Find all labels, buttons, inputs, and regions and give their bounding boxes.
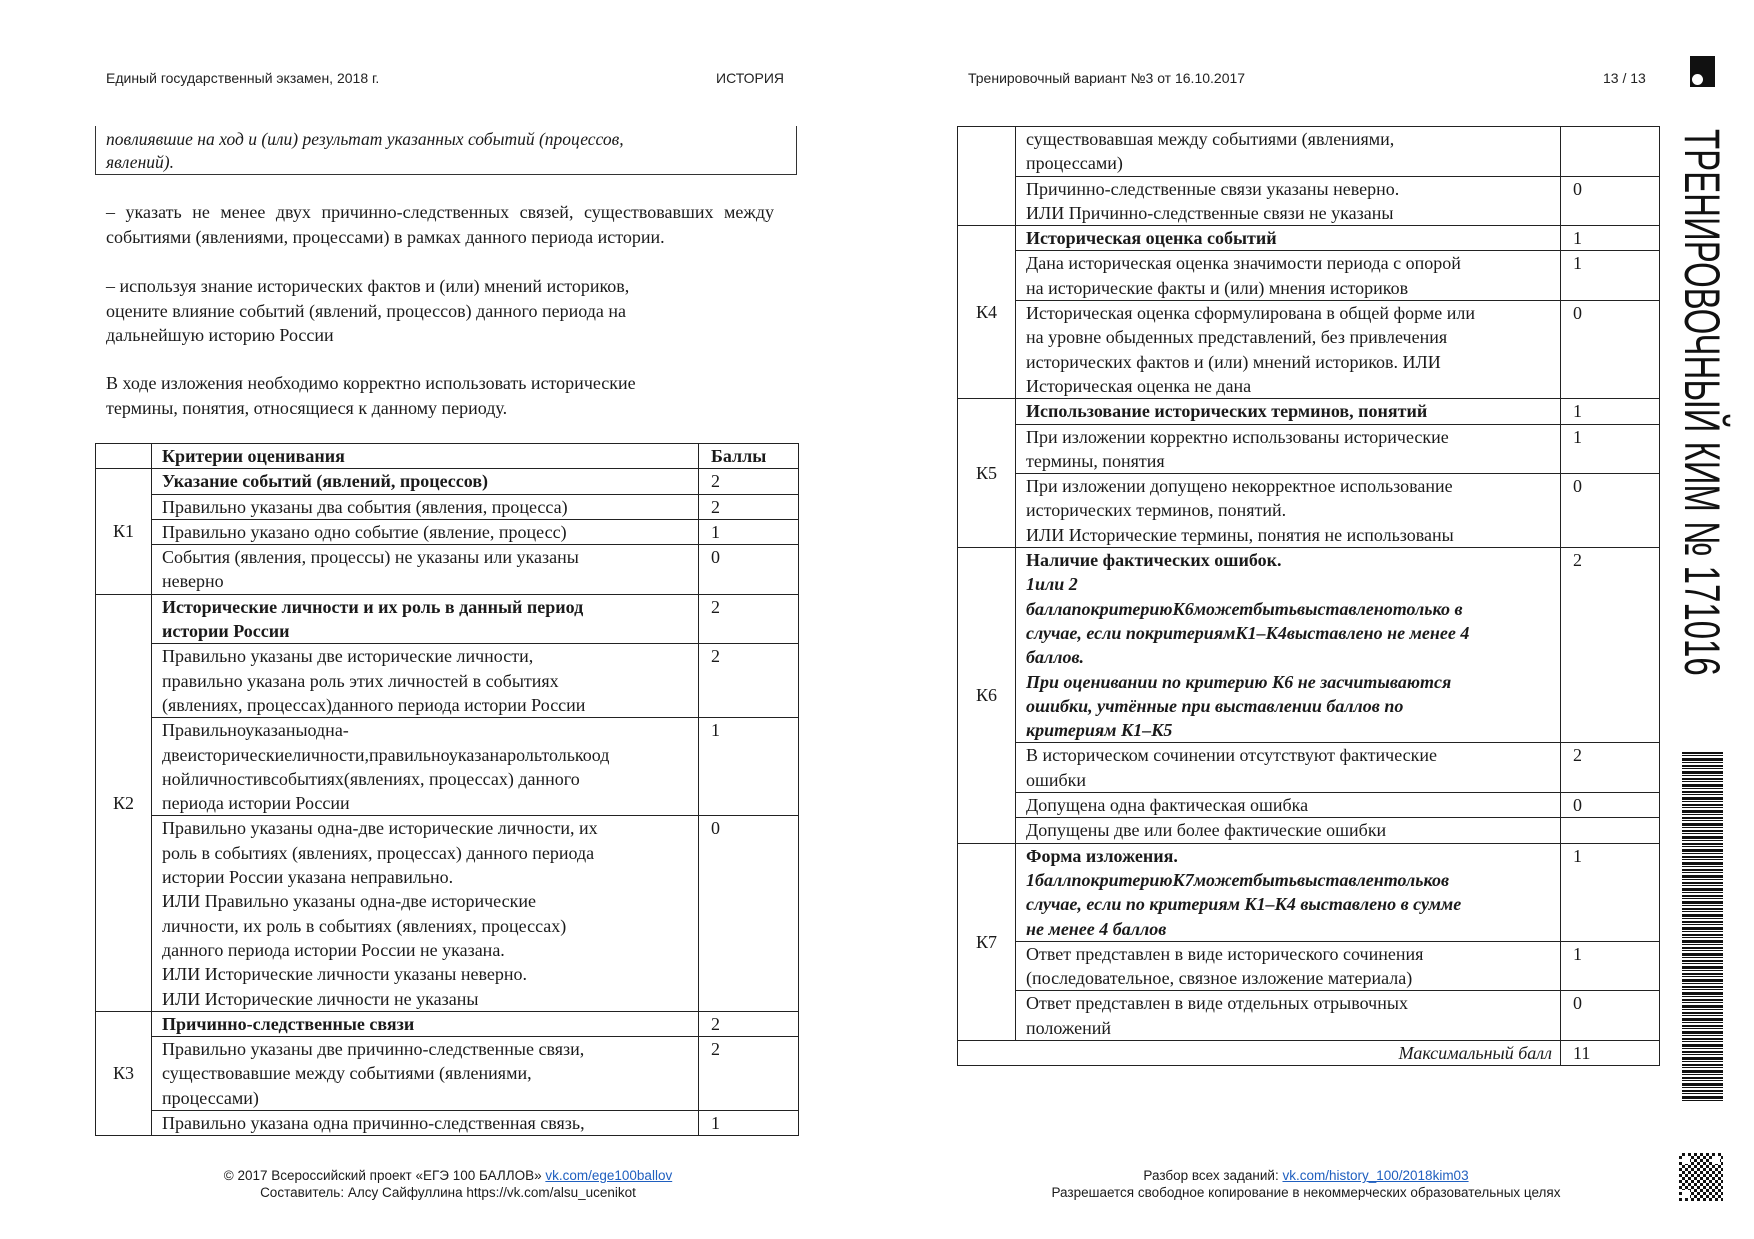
criterion-text: Правильноуказаныодна- двеисторическиеличности,правильноуказанарольтолькоод нойличностивсобытиях(явлениях, процессах) данного периода истории России [162, 720, 610, 814]
criterion-note: 1баллпокритериюК7можетбытьвыставлентольков случае, если по критериям К1–К4 выставлено в сумме не менее 4 баллов [1026, 869, 1462, 939]
criterion-description [1016, 176, 1561, 226]
criterion-description [1016, 843, 1561, 941]
page-number: 13 / 13 [1603, 70, 1646, 86]
max-score-label: Максимальный балл [958, 1040, 1561, 1065]
criterion-title: Причинно-следственные связи [162, 1013, 415, 1034]
criterion-description [152, 644, 699, 718]
barcode-icon [1682, 752, 1723, 1102]
criterion-points: 1 [1561, 251, 1660, 301]
criterion-description [152, 469, 699, 494]
criterion-points: 2 [699, 1011, 799, 1036]
criterion-title: Использование исторических терминов, понятий [1026, 401, 1428, 422]
criterion-points: 0 [1561, 991, 1660, 1041]
criterion-code: К6 [958, 548, 1016, 844]
criterion-description [152, 1011, 699, 1036]
criterion-text: Причинно-следственные связи указаны неверно. ИЛИ Причинно-следственные связи не указаны [1026, 178, 1400, 223]
table-row [96, 1037, 799, 1111]
criterion-description [152, 545, 699, 595]
criterion-description [1016, 251, 1561, 301]
footer-left [148, 1167, 748, 1201]
criterion-points: 2 [699, 644, 799, 718]
footer-right [1006, 1167, 1606, 1201]
criterion-title: Форма изложения. [1026, 845, 1178, 866]
criterion-text: При изложении допущено некорректное использование исторических терминов, понятий. ИЛИ Исторические термины, понятия не использованы [1026, 476, 1454, 545]
criterion-description [1016, 301, 1561, 399]
criterion-points: 2 [699, 494, 799, 519]
table-row [958, 548, 1660, 743]
criterion-text: События (явления, процессы) не указаны или указаны неверно [162, 547, 579, 592]
criterion-title: Наличие фактических ошибок. [1026, 550, 1282, 571]
table-row [96, 1011, 799, 1036]
criterion-points: 0 [1561, 301, 1660, 399]
criterion-points: 1 [699, 1111, 799, 1136]
max-score-value: 11 [1561, 1040, 1660, 1065]
footer-copyright: © 2017 Всероссийский проект «ЕГЭ 100 БАЛЛОВ» [223, 1168, 542, 1183]
criterion-code: К2 [96, 594, 152, 1011]
criterion-text: Правильно указаны одна-две исторические личности, их роль в событиях (явлениях, процессах) данного периода истории России указана неправильно. ИЛИ Правильно указаны одна-две исторические личности, их роль в событиях (явлениях, процессах) данного периода истории России не указана. ИЛИ Исторические личности указаны неверно. ИЛИ Исторические личности не указаны [162, 818, 598, 1009]
max-score-row [958, 1040, 1660, 1065]
criterion-text: Правильно указано одно событие (явление, процесс) [162, 521, 567, 542]
criterion-code: К5 [958, 399, 1016, 548]
criterion-description [1016, 127, 1561, 177]
footer-copy-permission: Разрешается свободное копирование в некоммерческих образовательных целях [1051, 1185, 1561, 1200]
criterion-points: 1 [1561, 226, 1660, 251]
criterion-text: Правильно указаны две причинно-следственные связи, существовавшие между событиями (явлениями, процессами) [162, 1039, 585, 1108]
criterion-description [1016, 399, 1561, 424]
header-variant: Тренировочный вариант №3 от 16.10.2017 [968, 70, 1246, 86]
criterion-points: 0 [1561, 793, 1660, 818]
header-exam-title: Единый государственный экзамен, 2018 г. [106, 70, 380, 86]
criterion-points: 2 [699, 469, 799, 494]
criterion-text: Историческая оценка сформулирована в общей форме или на уровне обыденных представлений, без привлечения исторических фактов и (или) мнений историков. ИЛИ Историческая оценка не дана [1026, 303, 1476, 396]
table-row [96, 644, 799, 718]
table-row [96, 519, 799, 544]
criterion-description [1016, 941, 1561, 991]
header-code-cell [96, 444, 152, 469]
criterion-points: 1 [699, 519, 799, 544]
table-row [96, 469, 799, 494]
registration-mark-icon [1690, 56, 1715, 87]
footer-analysis-label: Разбор всех заданий: [1143, 1168, 1279, 1183]
criterion-points: 1 [1561, 424, 1660, 474]
table-row [958, 793, 1660, 818]
table-row [958, 301, 1660, 399]
table-row [958, 127, 1660, 177]
table-row [958, 743, 1660, 793]
criterion-points: 2 [1561, 743, 1660, 793]
criterion-title: Указание событий (явлений, процессов) [162, 471, 489, 492]
criterion-points: 2 [1561, 548, 1660, 743]
instruction-paragraph-3: В ходе изложения необходимо корректно использовать исторические термины, понятия, относящиеся к данному периоду. [106, 373, 636, 418]
criterion-text: Правильно указаны две исторические личности, правильно указана роль этих личностей в событиях (явлениях, процессах)данного периода истории России [162, 646, 586, 715]
criterion-text: Правильно указаны два события (явления, процесса) [162, 496, 568, 517]
footer-link-history[interactable]: vk.com/history_100/2018kim03 [1282, 1168, 1469, 1183]
criterion-note: 1или 2 баллапокритериюК6можетбытьвыставленотолько в случае, если покритериямК1–К4выставлено не менее 4 баллов. При оценивании по критерию К6 не засчитываются ошибки, учтённые при выставлении баллов по критериям К1–К5 [1026, 574, 1470, 741]
criterion-description [1016, 424, 1561, 474]
criterion-description [1016, 474, 1561, 548]
instruction-paragraph-2: – используя знание исторических фактов и (или) мнений историков, оцените влияние событий (явлений, процессов) данного периода на дальнейшую историю России [106, 276, 630, 345]
qr-code-icon [1679, 1153, 1723, 1201]
criterion-points: 1 [1561, 399, 1660, 424]
table-row [958, 843, 1660, 941]
criterion-text: Правильно указана одна причинно-следственная связь, [162, 1113, 585, 1134]
table-row [958, 818, 1660, 843]
criterion-description [1016, 743, 1561, 793]
criterion-text: При изложении корректно использованы исторические термины, понятия [1026, 426, 1449, 471]
criterion-text: существовавшая между событиями (явлениями, процессами) [1026, 129, 1395, 174]
side-banner-text: ТРЕНИРОВОЧНЫЙ КИМ № 171016 [1674, 129, 1730, 676]
table-row [96, 494, 799, 519]
criterion-points: 0 [1561, 474, 1660, 548]
criterion-points: 1 [1561, 941, 1660, 991]
criterion-points: 0 [699, 816, 799, 1011]
criterion-description [152, 1037, 699, 1111]
criterion-points [1561, 127, 1660, 177]
footer-author: Составитель: Алсу Сайфуллина https://vk.com/alsu_ucenikot [260, 1185, 636, 1200]
table-row [958, 424, 1660, 474]
criterion-text: Ответ представлен в виде отдельных отрывочных положений [1026, 993, 1408, 1038]
criterion-description [1016, 226, 1561, 251]
header-subject: ИСТОРИЯ [716, 70, 785, 86]
criterion-title: Исторические личности и их роль в данный период истории России [162, 596, 584, 642]
criterion-title: Историческая оценка событий [1026, 228, 1277, 249]
table-row [958, 226, 1660, 251]
criterion-description [152, 519, 699, 544]
instruction-paragraph-1: – указать не менее двух причинно-следственных связей, существовавших между событиями (явлениями, процессами) в рамках данного периода истории. [106, 202, 774, 247]
criterion-text: Дана историческая оценка значимости периода с опорой на исторические факты и (или) мнения историков [1026, 253, 1461, 298]
table-row [958, 941, 1660, 991]
table-row [96, 545, 799, 595]
header-points: Баллы [699, 444, 799, 469]
criterion-points: 0 [699, 545, 799, 595]
criterion-code: К3 [96, 1011, 152, 1135]
criterion-points: 1 [699, 718, 799, 816]
table-header-row [96, 444, 799, 469]
table-row [96, 1111, 799, 1136]
header-criteria: Критерии оценивания [152, 444, 699, 469]
criterion-text: В историческом сочинении отсутствуют фактические ошибки [1026, 745, 1437, 790]
table-row [958, 176, 1660, 226]
criterion-description [1016, 793, 1561, 818]
criterion-description [1016, 818, 1561, 843]
criterion-description [152, 1111, 699, 1136]
criterion-description [152, 718, 699, 816]
footer-link-ege100ballov[interactable]: vk.com/ege100ballov [545, 1168, 673, 1183]
criterion-points: 2 [699, 594, 799, 644]
criterion-text: Допущены две или более фактические ошибки [1026, 820, 1387, 841]
criterion-description [1016, 548, 1561, 743]
criterion-points: 2 [699, 1037, 799, 1111]
criterion-code: К1 [96, 469, 152, 594]
task-continuation-text: повлиявшие на ход и (или) результат указанных событий (процессов, явлений). [106, 129, 624, 172]
table-row [958, 991, 1660, 1041]
criterion-code: К4 [958, 226, 1016, 399]
criterion-description [152, 816, 699, 1011]
criterion-description [152, 594, 699, 644]
table-row [96, 816, 799, 1011]
table-row [958, 474, 1660, 548]
table-row [96, 718, 799, 816]
table-row [958, 251, 1660, 301]
criterion-text: Ответ представлен в виде исторического сочинения (последовательное, связное изложение материала) [1026, 943, 1424, 989]
criteria-table-right [957, 126, 1660, 1066]
criterion-text: Допущена одна фактическая ошибка [1026, 795, 1309, 816]
criterion-description [1016, 991, 1561, 1041]
criterion-code [958, 127, 1016, 226]
criterion-points [1561, 818, 1660, 843]
table-row [96, 594, 799, 644]
criterion-description [152, 494, 699, 519]
criterion-points: 1 [1561, 843, 1660, 941]
criteria-table-left [95, 443, 799, 1136]
table-row [958, 399, 1660, 424]
task-continuation-box [95, 126, 797, 175]
criterion-code: К7 [958, 843, 1016, 1040]
criterion-points: 0 [1561, 176, 1660, 226]
